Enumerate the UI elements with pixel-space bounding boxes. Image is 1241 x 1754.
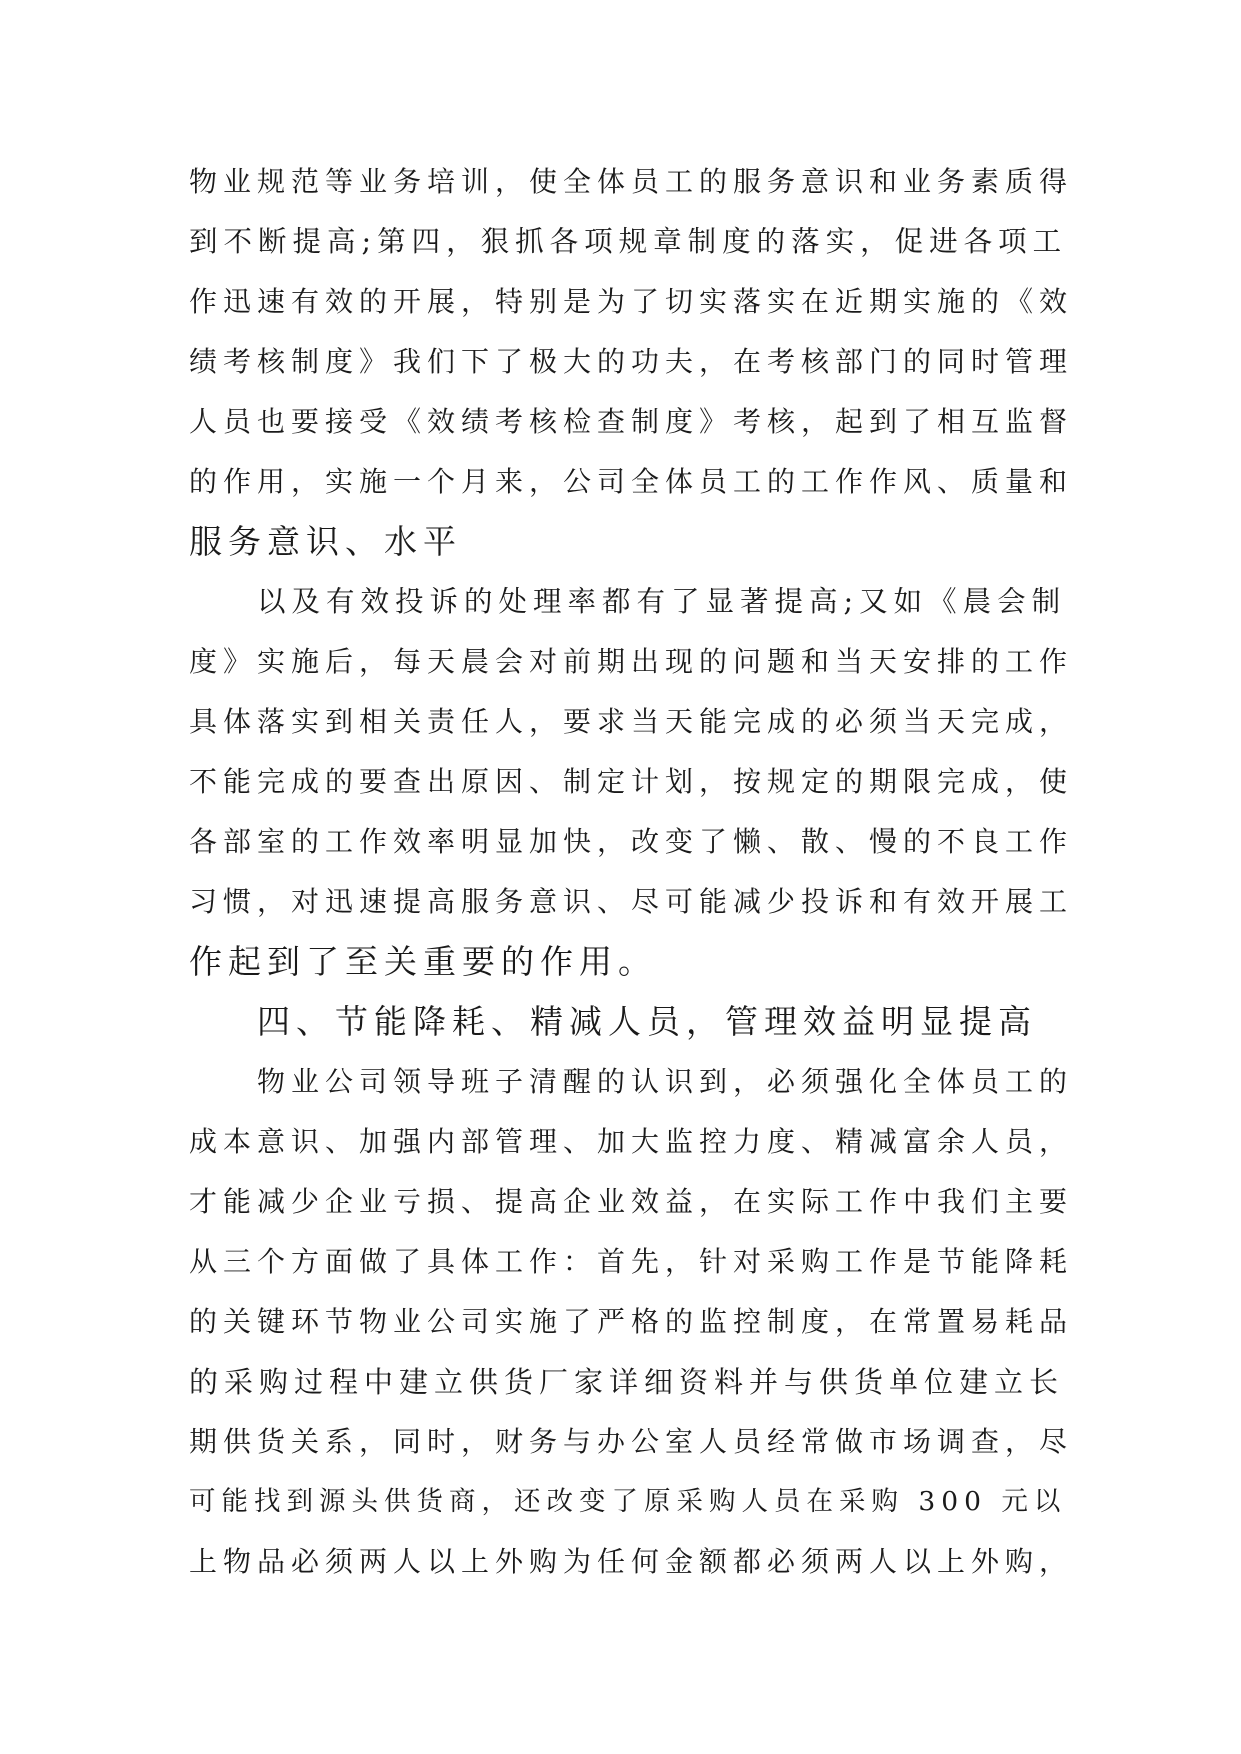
text-line: 从三个方面做了具体工作：首先，针对采购工作是节能降耗 [189,1245,1074,1278]
text-line: 人员也要接受《效绩考核检查制度》考核，起到了相互监督 [189,405,1074,438]
text-line: 的作用，实施一个月来，公司全体员工的工作作风、质量和 [189,465,1074,498]
text-line: 物业公司领导班子清醒的认识到，必须强化全体员工的 [257,1065,1074,1098]
text-line: 各部室的工作效率明显加快，改变了懒、散、慢的不良工作 [189,825,1074,858]
text-line: 的关键环节物业公司实施了严格的监控制度，在常置易耗品 [189,1305,1074,1338]
text-line: 成本意识、加强内部管理、加大监控力度、精减富余人员， [189,1125,1074,1158]
text-line: 服务意识、水平 [189,522,462,561]
text-line: 期供货关系，同时，财务与办公室人员经常做市场调查，尽 [189,1425,1074,1458]
text-line: 作起到了至关重要的作用。 [189,942,657,981]
text-line: 作迅速有效的开展，特别是为了切实落实在近期实施的《效 [189,285,1074,318]
text-line: 上物品必须两人以上外购为任何金额都必须两人以上外购， [189,1545,1074,1578]
text-line: 度》实施后，每天晨会对前期出现的问题和当天安排的工作 [189,645,1074,678]
body-text [189,152,1074,1592]
text-line: 以及有效投诉的处理率都有了显著提高;又如《晨会制 [257,585,1067,618]
text-line: 绩考核制度》我们下了极大的功夫，在考核部门的同时管理 [189,345,1074,378]
text-line: 可能找到源头供货商，还改变了原采购人员在采购 300 元以 [189,1486,1067,1517]
text-line: 不能完成的要查出原因、制定计划，按规定的期限完成，使 [189,765,1074,798]
text-line: 具体落实到相关责任人，要求当天能完成的必须当天完成， [189,705,1074,738]
text-line: 到不断提高;第四，狠抓各项规章制度的落实，促进各项工 [189,225,1068,258]
text-line: 的采购过程中建立供货厂家详细资料并与供货单位建立长 [189,1365,1065,1399]
text-line: 才能减少企业亏损、提高企业效益，在实际工作中我们主要 [189,1185,1074,1218]
text-line: 四、节能降耗、精减人员，管理效益明显提高 [257,1002,1037,1041]
text-line: 习惯，对迅速提高服务意识、尽可能减少投诉和有效开展工 [189,885,1074,918]
text-line: 物业规范等业务培训，使全体员工的服务意识和业务素质得 [189,165,1074,198]
